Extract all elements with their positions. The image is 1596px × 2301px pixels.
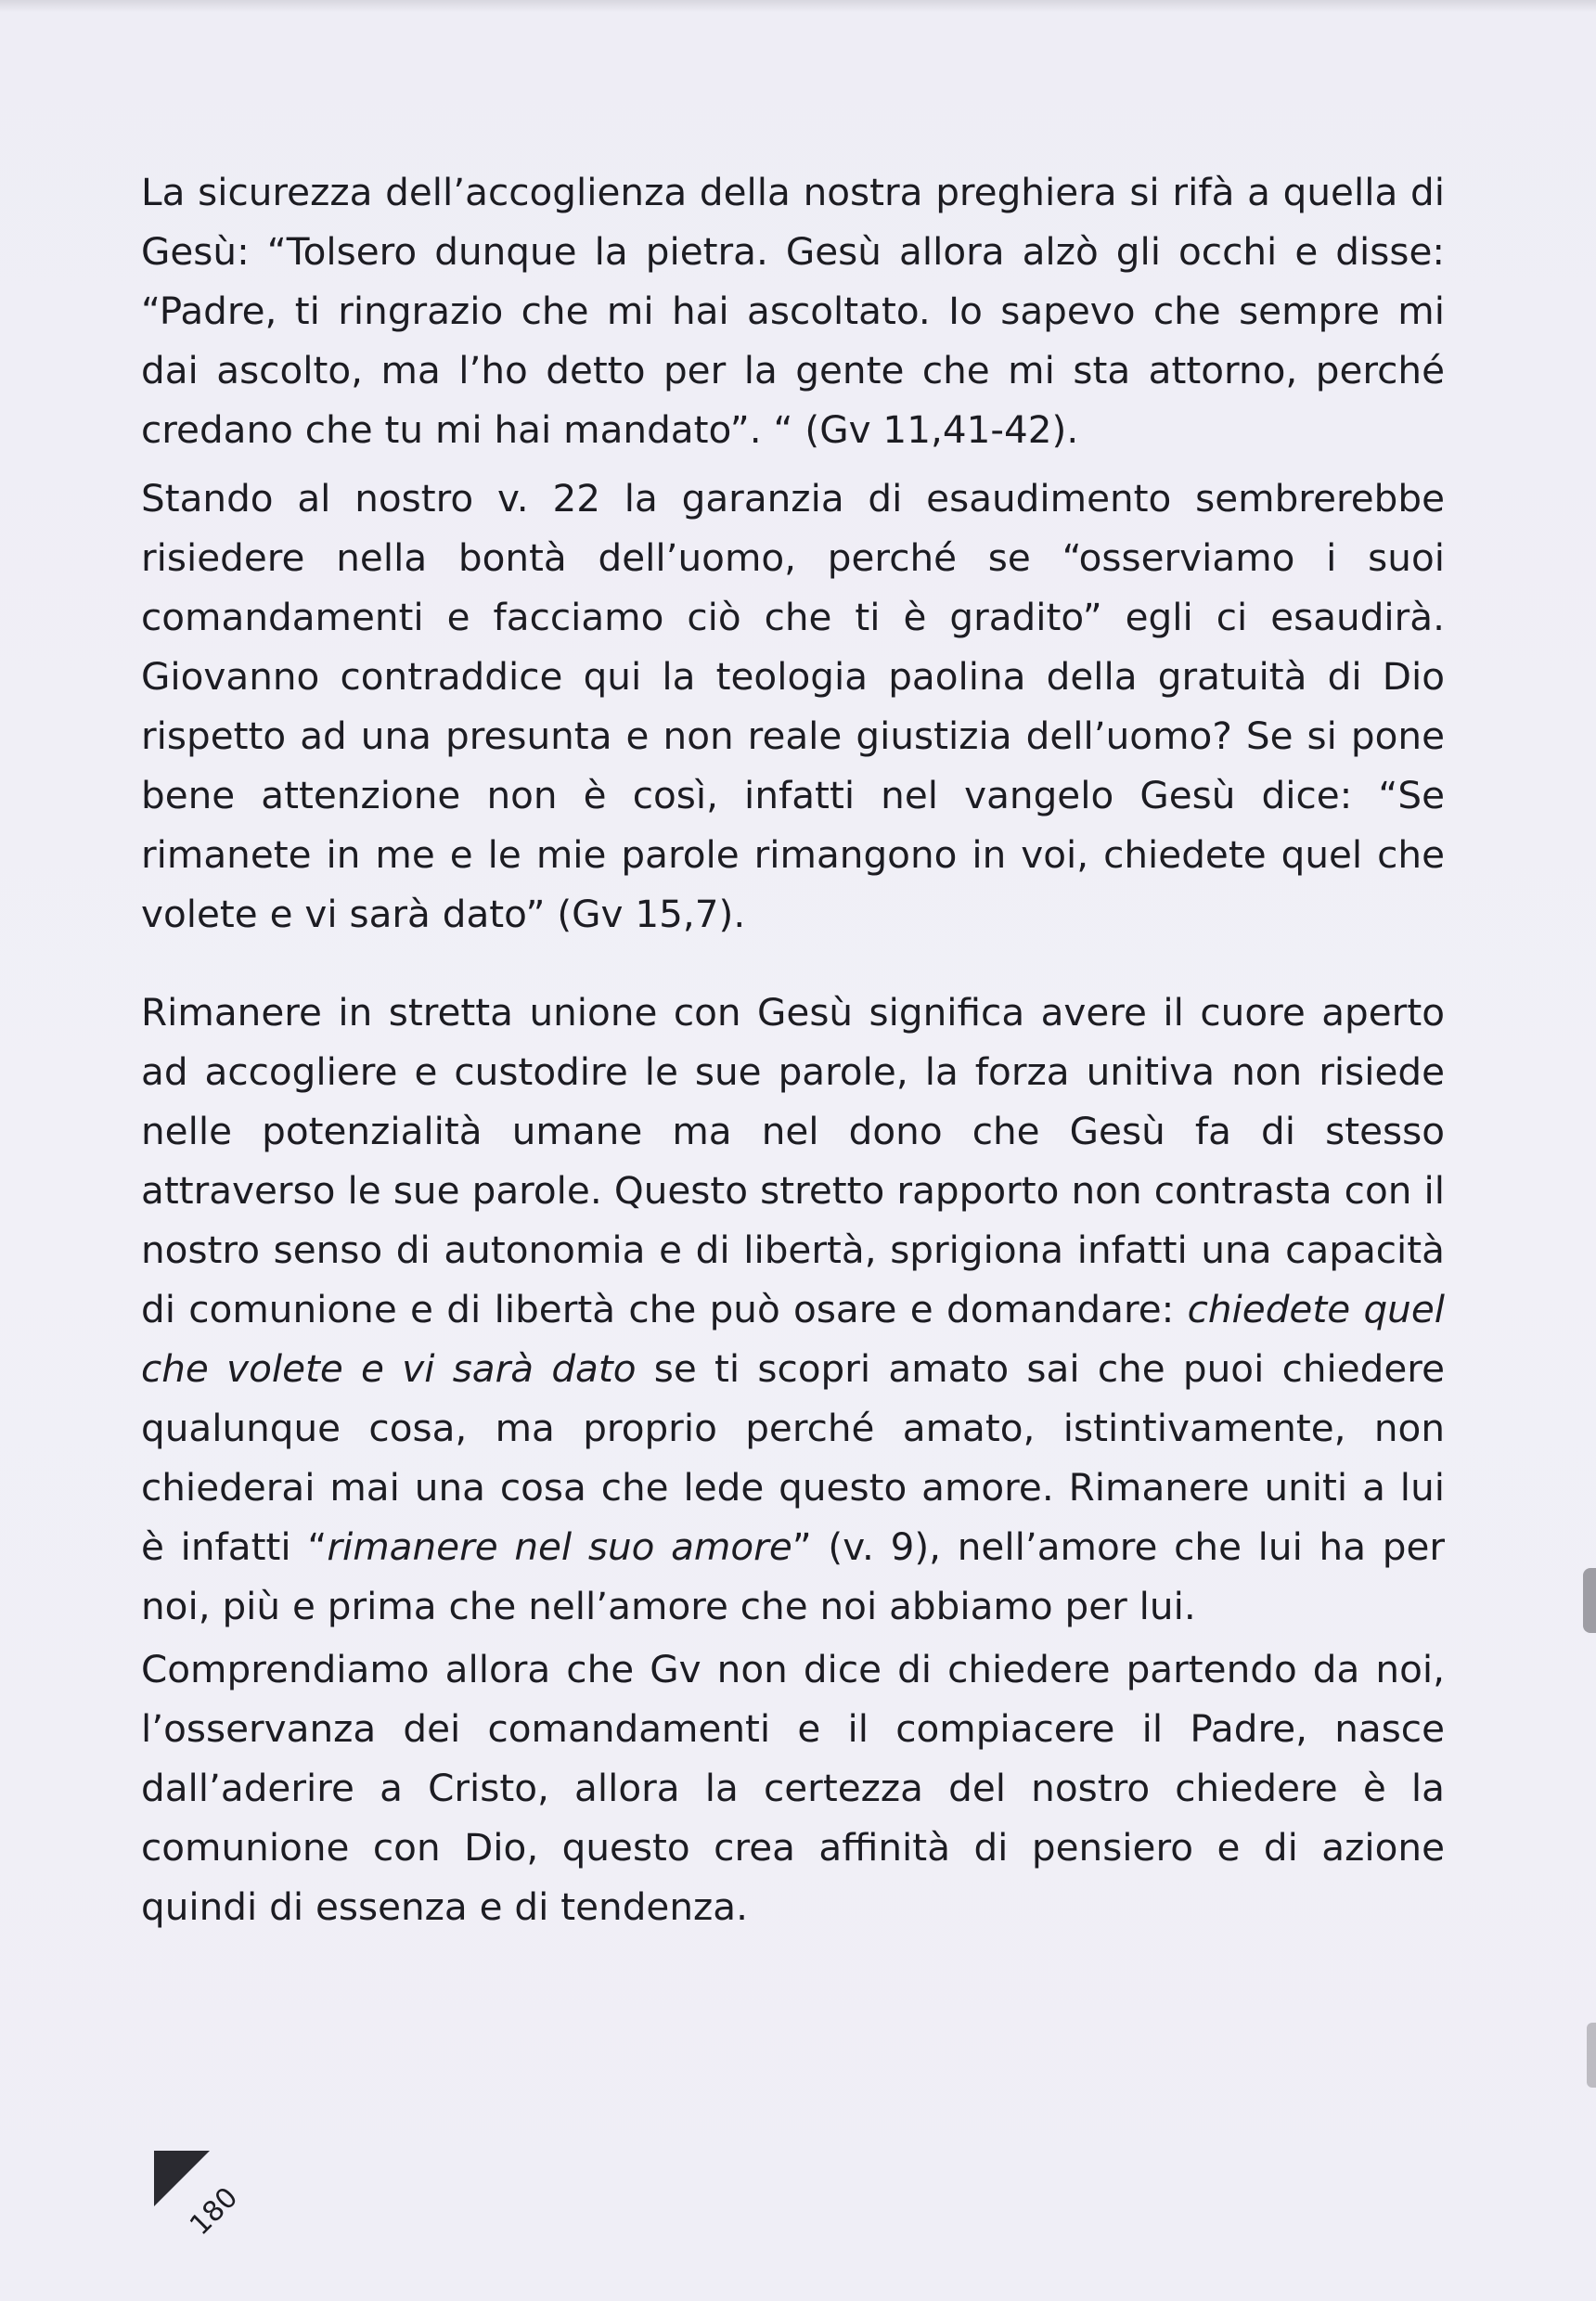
- page-top-edge: [0, 0, 1596, 13]
- page-number: 180: [184, 2180, 245, 2243]
- page-number-marker: [154, 2151, 256, 2253]
- paragraph-2: Stando al nostro v. 22 la garanzia di esaudimento sembrerebbe risiedere nella bontà dell’uomo, perché se “osserviamo i suoi comandamenti e facciamo ciò che ti è gradito” egli ci esaudirà. Giovanno contraddice qui la teologia paolina della gratuità di Dio rispetto ad una presunta e non reale giustizia dell’uomo? Se si pone bene attenzione non è così, infatti nel vangelo Gesù dice: “Se rimanete in me e le mie parole rimangono in voi, chiedete quel che volete e vi sarà dato” (Gv 15,7).: [141, 476, 1445, 936]
- paragraph-3-part-3: ” (v. 9), nell’amore che lui ha per noi, più e prima che nell’amore che noi abbiamo per lui.: [141, 1524, 1446, 1628]
- page-edge-shadow-lower: [1587, 2023, 1596, 2088]
- paragraph-3: [141, 983, 1445, 1636]
- quote-italic-1: chiedete quel che volete e vi sarà dato: [141, 1287, 1446, 1391]
- paragraph-4: Comprendiamo allora che Gv non dice di chiedere partendo da noi, l’osservanza dei comandamenti e il compiacere il Padre, nasce dall’aderire a Cristo, allora la certezza del nostro chiedere è la comunione con Dio, questo crea affinità di pensiero e di azione quindi di essenza e di tendenza.: [141, 1647, 1445, 1929]
- quote-italic-2: rimanere nel suo amore: [327, 1524, 792, 1569]
- paragraph-3-part-1: Rimanere in stretta unione con Gesù significa avere il cuore aperto ad accogliere e custodire le sue parole, la forza unitiva non risiede nelle potenzialità umane ma nel dono che Gesù fa di stesso attraverso le sue parole. Questo stretto rapporto non contrasta con il nostro senso di autonomia e di libertà, sprigiona infatti una capacità di comunione e di libertà che può osare e domandare:: [141, 990, 1445, 1331]
- paragraph-3-part-2: se ti scopri amato sai che puoi chiedere qualunque cosa, ma proprio perché amato, istintivamente, non chiederai mai una cosa che lede questo amore. Rimanere uniti a lui è infatti “: [141, 1346, 1445, 1569]
- paragraph-1: La sicurezza dell’accoglienza della nostra preghiera si rifà a quella di Gesù: “Tolsero dunque la pietra. Gesù allora alzò gli occhi e disse: “Padre, ti ringrazio che mi hai ascoltato. Io sapevo che sempre mi dai ascolto, ma l’ho detto per la gente che mi sta attorno, perché credano che tu mi hai mandato”. “ (Gv 11,41-42).: [141, 170, 1445, 452]
- page-edge-shadow: [1583, 1568, 1596, 1633]
- body-text: [141, 162, 1445, 1936]
